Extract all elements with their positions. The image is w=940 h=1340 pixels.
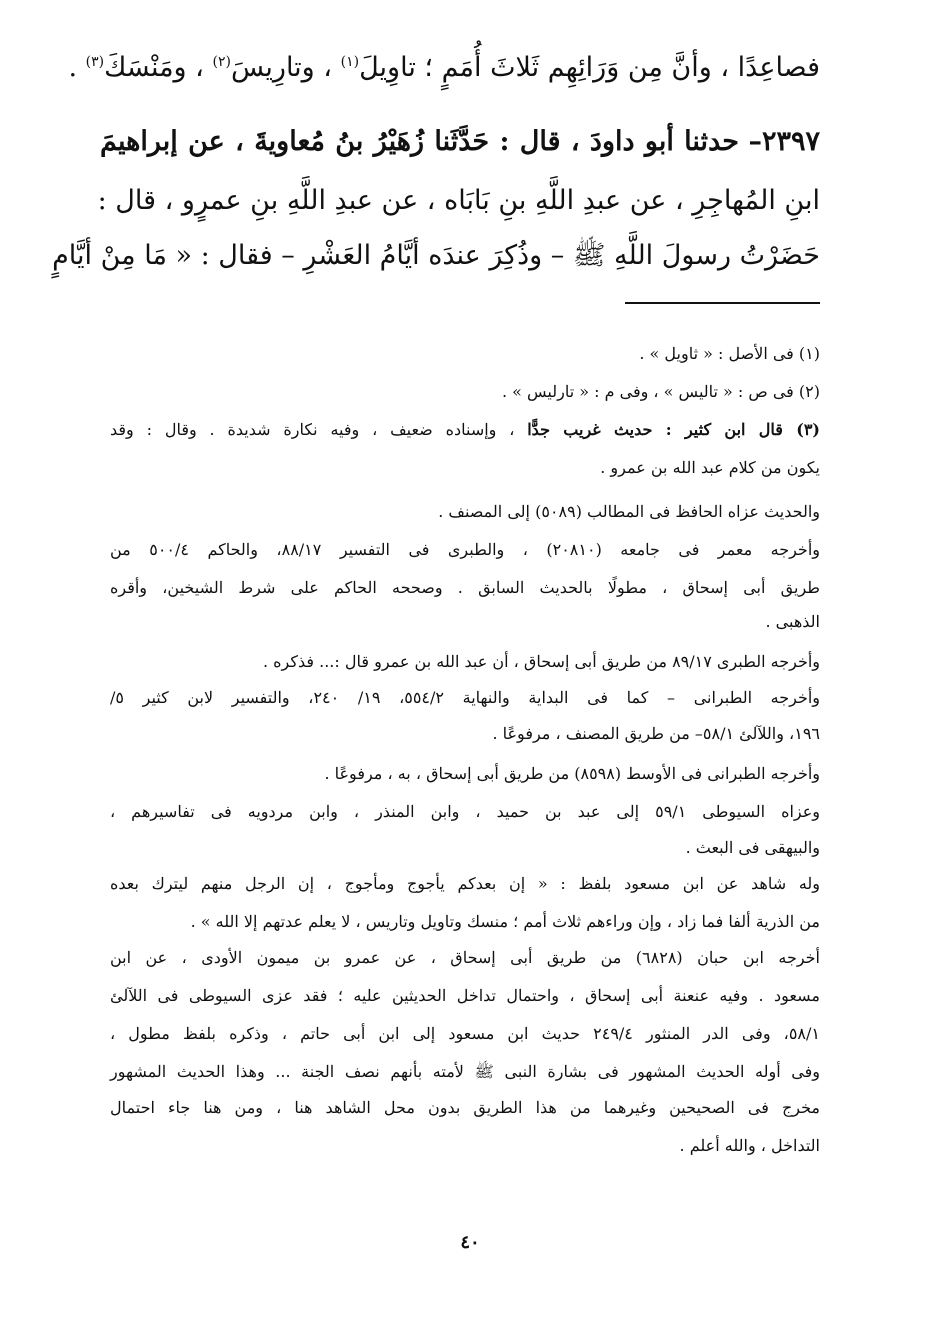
- note-paragraph-1: والحديث عزاه الحافظ فى المطالب (٥٠٨٩) إلى المصنف .: [438, 502, 820, 521]
- main-text-line-3: ابنِ المُهاجِرِ ، عن عبدِ اللَّهِ بنِ بَابَاه ، عن عبدِ اللَّهِ بنِ عمرٍو ، قال :: [97, 185, 820, 216]
- page-number: ٤٠: [460, 1232, 480, 1253]
- note-paragraph-8-line-3: ٥٨/١، وفى الدر المنثور ٢٤٩/٤ حديث ابن مسعود إلى ابن أبى حاتم ، وذكره بلفظ مطول ،: [110, 1024, 820, 1043]
- footnote-2: (٢) فى ص : « تاليس » ، وفى م : « تارليس » .: [501, 382, 820, 401]
- hadith-number: ٢٣٩٧–: [748, 126, 820, 157]
- main-text-line-2: [100, 126, 820, 157]
- footnote-3-rest: ، وإسناده ضعيف ، وفيه نكارة شديدة . وقال : وقد: [110, 420, 515, 439]
- note-paragraph-2-line-1: وأخرجه معمر فى جامعه (٢٠٨١٠) ، والطبرى فى التفسير ٨٨/١٧، والحاكم ٥٠٠/٤ من: [110, 540, 820, 559]
- footnote-3-line-2: يكون من كلام عبد الله بن عمرو .: [600, 458, 820, 477]
- note-paragraph-8-line-2: مسعود . وفيه عنعنة أبى إسحاق ، واحتمال تداخل الحديثين عليه ؛ فقد عزى السيوطى فى اللآلئ: [110, 986, 820, 1005]
- footnote-ref-3: (٣): [85, 54, 105, 70]
- footnote-ref-2: (٢): [212, 54, 231, 70]
- footnote-3: [110, 420, 820, 439]
- footnote-separator: [625, 302, 820, 304]
- note-paragraph-5: وأخرجه الطبرانى فى الأوسط (٨٥٩٨) من طريق أبى إسحاق ، به ، مرفوعًا .: [324, 764, 820, 783]
- note-paragraph-3: وأخرجه الطبرى ٨٩/١٧ من طريق أبى إسحاق ، أن عبد الله بن عمرو قال :... فذكره .: [262, 652, 820, 671]
- main-text-segment: ، وتارِيسَ: [230, 52, 333, 83]
- note-paragraph-7-line-1: وله شاهد عن ابن مسعود بلفظ : « إن بعدكم يأجوج ومأجوج ، إن الرجل منهم ليترك بعده: [110, 874, 820, 893]
- main-text-segment: حدثنا أبو داودَ ، قال : حَدَّثَنا زُهَيْرُ بنُ مُعاويةَ ، عن إبراهيمَ: [100, 126, 739, 157]
- note-paragraph-8-line-5: مخرج فى الصحيحين وغيرهما من هذا الطريق بدون محل الشاهد هنا ، ومن هنا جاء احتمال: [110, 1098, 820, 1117]
- note-paragraph-4-line-1: وأخرجه الطبرانى – كما فى البداية والنهاية ٥٥٤/٢، ١٩/ ٢٤٠، والتفسير لابن كثير ٥/: [110, 688, 821, 707]
- note-paragraph-8-line-1: أخرجه ابن حبان (٦٨٢٨) من طريق أبى إسحاق ، عن عمرو بن ميمون الأودى ، عن ابن: [110, 948, 820, 967]
- note-paragraph-8-line-6: التداخل ، والله أعلم .: [679, 1136, 820, 1155]
- note-paragraph-8-line-4: وفى أوله الحديث المشهور فى بشارة النبى ﷺ لأمته بأنهم نصف الجنة ... وهذا الحديث المشهور: [110, 1062, 820, 1081]
- footnote-3-lead: (٣) قال ابن كثير : حديث غريب جدًّا: [527, 420, 820, 439]
- note-paragraph-6-line-2: والبيهقى فى البعث .: [685, 838, 820, 857]
- note-paragraph-2-line-2: طريق أبى إسحاق ، مطولًا بالحديث السابق . وصححه الحاكم على شرط الشيخين، وأقره: [110, 578, 820, 597]
- main-text-line-4: حَضَرْتُ رسولَ اللَّهِ ﷺ – وذُكِرَ عندَه أيَّامُ العَشْرِ – فقال : « مَا مِنْ أيَّامٍ: [52, 240, 820, 271]
- note-paragraph-4-line-2: ١٩٦، واللآلئ ٥٨/١– من طريق المصنف ، مرفوعًا .: [492, 724, 820, 743]
- note-paragraph-6-line-1: وعزاه السيوطى ٥٩/١ إلى عبد بن حميد ، وابن المنذر ، وابن مردويه فى تفاسيرهم ،: [110, 802, 821, 821]
- note-paragraph-7-line-2: من الذرية ألفا فما زاد ، وإن وراءهم ثلاث أمم ؛ منسك وتاويل وتاريس ، لا يعلم عدتهم إلا الله » .: [190, 912, 820, 931]
- main-text-segment: ، ومَنْسَكَ: [104, 52, 204, 83]
- main-text-segment: .: [68, 52, 78, 83]
- footnote-1: (١) فى الأصل : « ثاويل » .: [639, 344, 820, 363]
- footnote-ref-1: (١): [340, 54, 360, 70]
- main-text-segment: فصاعِدًا ، وأنَّ مِن وَرَائِهِم ثَلاثَ أُمَمٍ ؛ تاوِيلَ: [359, 52, 820, 83]
- note-paragraph-2-line-3: الذهبى .: [765, 612, 820, 631]
- main-text-line-1: [68, 52, 820, 83]
